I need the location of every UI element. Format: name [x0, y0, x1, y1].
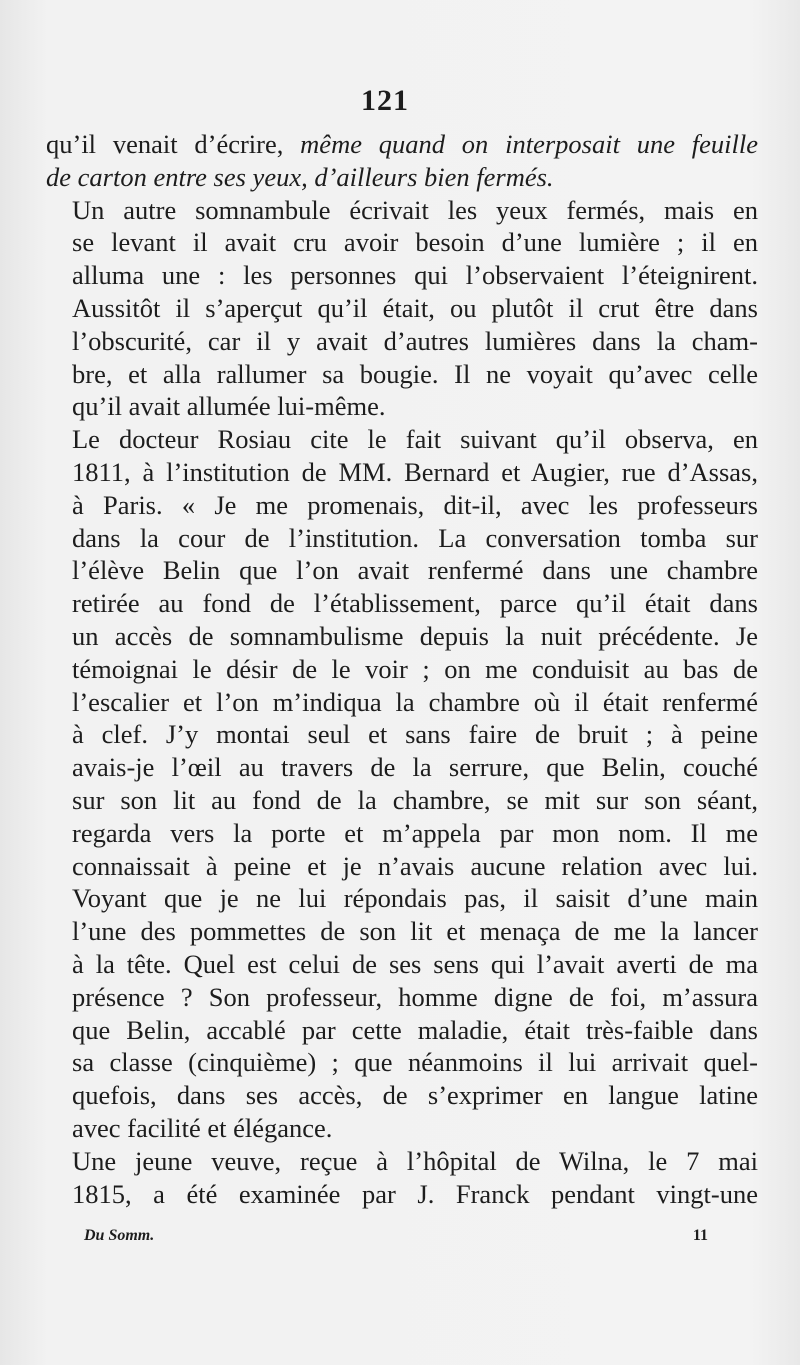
text-line [46, 620, 758, 653]
paragraph [46, 1145, 758, 1211]
paragraph [46, 194, 758, 424]
text-segment: 1815, a été examinée par J. Franck pendant vingt-une [72, 1178, 758, 1209]
text-line [46, 915, 758, 948]
text-line [46, 1112, 758, 1145]
text-segment: qu’il avait allumée lui-même. [72, 391, 386, 422]
text-segment: avais-je l’œil au travers de la serrure, que Belin, couché [72, 752, 758, 783]
text-segment: 1811, à l’institution de MM. Bernard et Augier, rue d’Assas, [72, 456, 758, 487]
text-segment: Le docteur Rosiau cite le fait suivant qu’il observa, en [72, 424, 758, 455]
text-segment: dans la cour de l’institution. La conversation tomba sur [72, 522, 758, 553]
text-line [46, 882, 758, 915]
italic-text: de carton entre ses yeux, d’ailleurs bien fermés. [46, 161, 554, 192]
footer-signature-mark: Du Somm. [84, 1227, 155, 1244]
footer-sheet-number: 11 [692, 1227, 708, 1244]
text-line [46, 850, 758, 883]
text-segment: sur son lit au fond de la chambre, se mit sur son séant, [72, 784, 758, 815]
text-segment: l’une des pommettes de son lit et menaça de me la lancer [72, 916, 758, 947]
text-line [46, 292, 758, 325]
paragraph [46, 423, 758, 1145]
text-line [46, 554, 758, 587]
text-segment: Une jeune veuve, reçue à l’hôpital de Wilna, le 7 mai [72, 1145, 758, 1176]
text-segment: regarda vers la porte et m’appela par mon nom. Il me [72, 817, 758, 848]
body-text [46, 128, 758, 1210]
text-segment: alluma une : les personnes qui l’observaient l’éteignirent. [72, 260, 758, 291]
text-line [46, 784, 758, 817]
text-segment: bre, et alla rallumer sa bougie. Il ne voyait qu’avec celle [72, 358, 758, 389]
text-line [46, 718, 758, 751]
text-line [46, 325, 758, 358]
text-line [46, 1145, 758, 1178]
text-segment: Voyant que je ne lui répondais pas, il saisit d’une main [72, 883, 758, 914]
text-segment: l’escalier et l’on m’indiqua la chambre où il était renfermé [72, 686, 758, 717]
text-segment: Un autre somnambule écrivait les yeux fermés, mais en [72, 194, 758, 225]
text-line [46, 817, 758, 850]
text-line [46, 390, 758, 423]
paragraph [46, 128, 758, 194]
page-number: 121 [361, 84, 409, 117]
text-segment: se levant il avait cru avoir besoin d’une lumière ; il en [72, 227, 758, 258]
text-line [46, 489, 758, 522]
text-line [46, 358, 758, 391]
text-line [46, 1014, 758, 1047]
text-line [46, 259, 758, 292]
text-line [46, 161, 758, 194]
text-segment: à Paris. « Je me promenais, dit-il, avec les professeurs [72, 489, 758, 520]
text-line [46, 686, 758, 719]
text-segment: l’élève Belin que l’on avait renfermé dans une chambre [72, 555, 758, 586]
text-line [46, 1178, 758, 1211]
text-line [46, 751, 758, 784]
text-line [46, 653, 758, 686]
text-segment: présence ? Son professeur, homme digne de foi, m’assura [72, 981, 758, 1012]
text-line [46, 456, 758, 489]
text-line [46, 423, 758, 456]
text-line [46, 522, 758, 555]
text-line [46, 1079, 758, 1112]
text-line [46, 981, 758, 1014]
text-line [46, 128, 758, 161]
text-segment: connaissait à peine et je n’avais aucune relation avec lui. [72, 850, 758, 881]
text-line [46, 226, 758, 259]
text-segment: Aussitôt il s’aperçut qu’il était, ou plutôt il crut être dans [72, 292, 758, 323]
text-segment: qu’il venait d’écrire, [46, 129, 301, 159]
text-line [46, 948, 758, 981]
text-segment: quefois, dans ses accès, de s’exprimer en langue latine [72, 1080, 758, 1111]
text-segment: sa classe (cinquième) ; que néanmoins il lui arrivait quel- [72, 1047, 758, 1078]
text-line [46, 587, 758, 620]
text-segment: à clef. J’y montai seul et sans faire de bruit ; à peine [72, 719, 758, 750]
text-segment: l’obscurité, car il y avait d’autres lumières dans la cham- [72, 325, 758, 356]
text-line [46, 194, 758, 227]
text-segment: témoignai le désir de le voir ; on me conduisit au bas de [72, 653, 758, 684]
text-segment: à la tête. Quel est celui de ses sens qui l’avait averti de ma [72, 948, 758, 979]
text-segment: avec facilité et élégance. [72, 1112, 333, 1143]
italic-text: même quand on interposait une feuille [300, 129, 758, 159]
text-segment: retirée au fond de l’établissement, parce qu’il était dans [72, 588, 758, 619]
text-segment: un accès de somnambulisme depuis la nuit précédente. Je [72, 620, 758, 651]
text-segment: que Belin, accablé par cette maladie, était très-faible dans [72, 1014, 758, 1045]
text-line [46, 1046, 758, 1079]
